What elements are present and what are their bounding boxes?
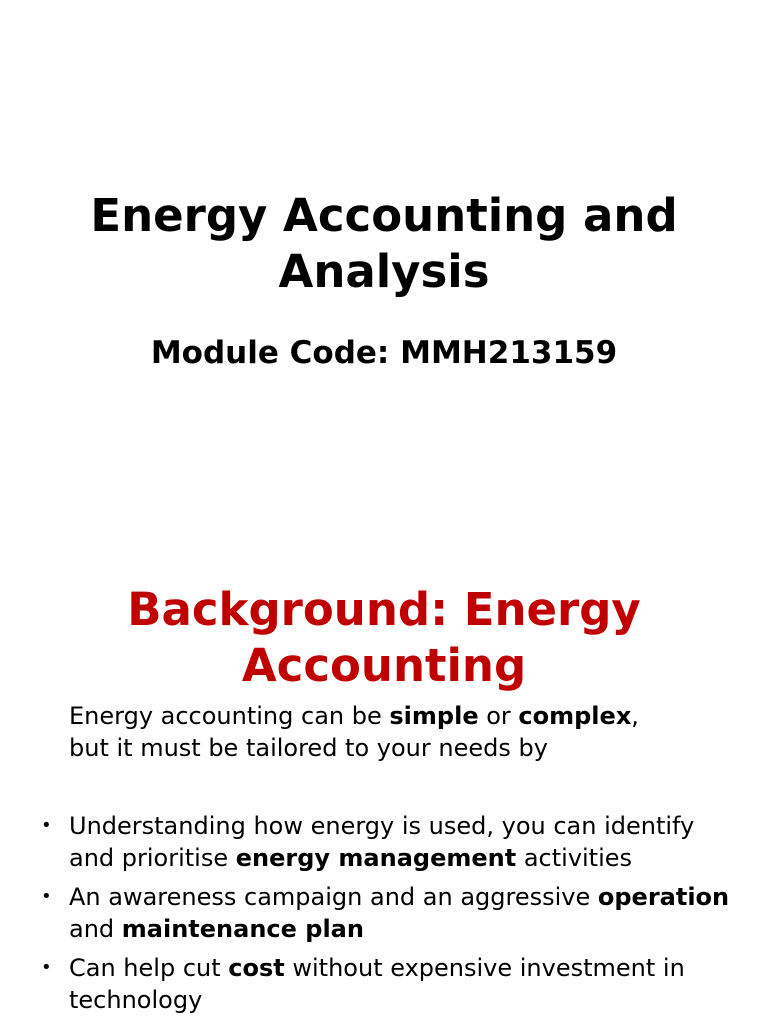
module-code: Module Code: MMH213159 <box>150 335 618 371</box>
title-line-1: Energy Accounting and <box>90 189 678 242</box>
intro-paragraph <box>69 700 729 764</box>
bullet-text: activities <box>516 844 633 872</box>
bullet-bold: maintenance plan <box>121 915 364 943</box>
intro-text: Energy accounting can be <box>69 702 390 730</box>
bullet-text: Understanding how energy is used, you can identify and prioritise <box>69 812 695 872</box>
slide-heading <box>0 582 768 694</box>
bullet-icon: • <box>41 957 52 978</box>
bullet-icon: • <box>41 886 52 907</box>
intro-text: , <box>631 702 639 730</box>
slide-background <box>0 576 768 1024</box>
bullet-text: and <box>69 915 122 943</box>
intro-bold-complex: complex <box>518 702 632 730</box>
heading-line-2: Accounting <box>241 639 527 692</box>
title-line-2: Analysis <box>278 245 490 298</box>
bullet-item <box>41 881 731 945</box>
bullet-item <box>41 952 731 1016</box>
bullet-bold: cost <box>228 954 285 982</box>
bullet-bold: operation <box>597 883 730 911</box>
bullet-icon: • <box>41 815 52 836</box>
bullet-list <box>41 810 731 1023</box>
intro-text-line-2: but it must be tailored to your needs by <box>69 734 548 762</box>
presentation-title <box>0 188 768 300</box>
bullet-text: without expensive investment in technology <box>69 954 685 1014</box>
intro-bold-simple: simple <box>389 702 479 730</box>
bullet-bold: energy management <box>235 844 517 872</box>
bullet-text: Can help cut <box>69 954 229 982</box>
bullet-text: An awareness campaign and an aggressive <box>69 883 598 911</box>
heading-line-1: Background: Energy <box>127 583 641 636</box>
intro-text: or <box>478 702 519 730</box>
bullet-item <box>41 810 731 874</box>
